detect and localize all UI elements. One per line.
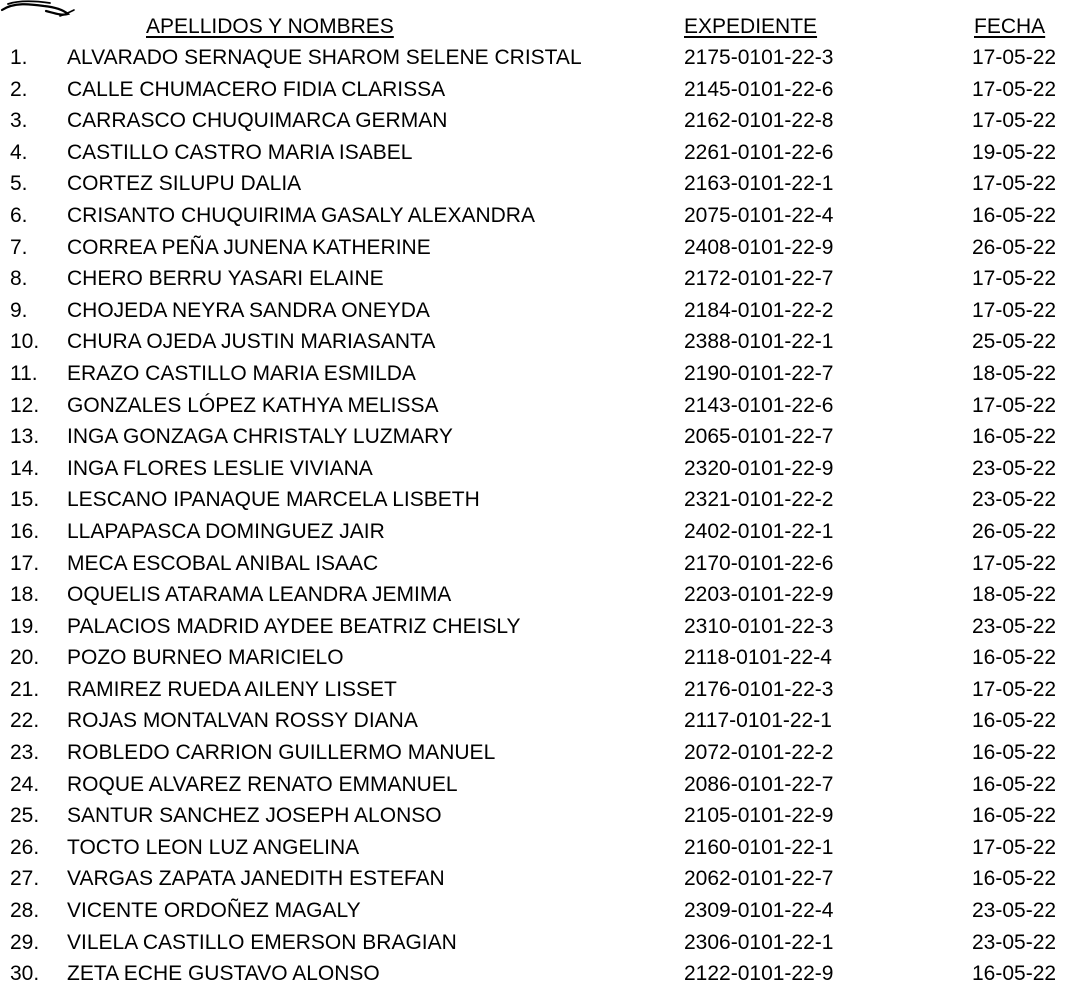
row-fecha: 17-05-22 [972, 551, 1057, 575]
list-item [0, 358, 1072, 390]
header-expediente: EXPEDIENTE [684, 15, 818, 38]
row-name: CARRASCO CHUQUIMARCA GERMAN [67, 109, 448, 133]
row-fecha: 17-05-22 [972, 298, 1057, 322]
row-name: CHERO BERRU YASARI ELAINE [67, 267, 384, 291]
row-expediente: 2143-0101-22-6 [684, 393, 834, 417]
row-number: 2. [10, 77, 28, 101]
row-expediente: 2388-0101-22-1 [684, 330, 834, 354]
list-item [0, 769, 1072, 801]
list-item [0, 168, 1072, 200]
row-fecha: 16-05-22 [972, 203, 1057, 227]
row-fecha: 16-05-22 [972, 709, 1057, 733]
list-item [0, 863, 1072, 895]
row-name: ZETA ECHE GUSTAVO ALONSO [67, 962, 380, 986]
row-number: 20. [10, 646, 40, 670]
list-item [0, 390, 1072, 422]
row-name: POZO BURNEO MARICIELO [67, 646, 344, 670]
row-number: 8. [10, 267, 28, 291]
list-item [0, 105, 1072, 137]
row-expediente: 2086-0101-22-7 [684, 772, 834, 796]
row-number: 6. [10, 203, 28, 227]
list-item [0, 927, 1072, 959]
row-fecha: 23-05-22 [972, 488, 1057, 512]
row-expediente: 2203-0101-22-9 [684, 583, 834, 607]
row-fecha: 17-05-22 [972, 109, 1057, 133]
list-item [0, 453, 1072, 485]
row-expediente: 2310-0101-22-3 [684, 614, 834, 638]
row-number: 7. [10, 235, 28, 259]
row-name: RAMIREZ RUEDA AILENY LISSET [67, 677, 397, 701]
student-list [0, 42, 1072, 990]
list-item [0, 516, 1072, 548]
row-name: VARGAS ZAPATA JANEDITH ESTEFAN [67, 867, 445, 891]
row-number: 14. [10, 456, 40, 480]
row-number: 21. [10, 677, 40, 701]
row-name: MECA ESCOBAL ANIBAL ISAAC [67, 551, 379, 575]
list-item [0, 800, 1072, 832]
row-fecha: 26-05-22 [972, 235, 1057, 259]
row-fecha: 16-05-22 [972, 962, 1057, 986]
row-number: 5. [10, 172, 28, 196]
list-item [0, 642, 1072, 674]
table-header [0, 14, 1072, 40]
header-fecha: FECHA [974, 15, 1046, 38]
row-expediente: 2162-0101-22-8 [684, 109, 834, 133]
row-number: 15. [10, 488, 40, 512]
row-fecha: 16-05-22 [972, 867, 1057, 891]
list-item [0, 200, 1072, 232]
row-name: INGA FLORES LESLIE VIVIANA [67, 456, 373, 480]
row-fecha: 19-05-22 [972, 140, 1057, 164]
row-name: GONZALES LÓPEZ KATHYA MELISSA [67, 393, 439, 417]
row-expediente: 2408-0101-22-9 [684, 235, 834, 259]
row-fecha: 17-05-22 [972, 172, 1057, 196]
list-item [0, 737, 1072, 769]
row-expediente: 2163-0101-22-1 [684, 172, 834, 196]
row-number: 22. [10, 709, 40, 733]
row-fecha: 17-05-22 [972, 267, 1057, 291]
row-fecha: 17-05-22 [972, 677, 1057, 701]
row-fecha: 16-05-22 [972, 741, 1057, 765]
row-number: 10. [10, 330, 40, 354]
row-name: VICENTE ORDOÑEZ MAGALY [67, 899, 361, 923]
row-expediente: 2306-0101-22-1 [684, 930, 834, 954]
row-number: 24. [10, 772, 40, 796]
header-apellidos-y-nombres: APELLIDOS Y NOMBRES [146, 15, 394, 38]
row-number: 13. [10, 425, 40, 449]
row-number: 27. [10, 867, 40, 891]
row-fecha: 23-05-22 [972, 456, 1057, 480]
row-fecha: 16-05-22 [972, 425, 1057, 449]
list-item [0, 958, 1072, 990]
row-expediente: 2122-0101-22-9 [684, 962, 834, 986]
row-expediente: 2072-0101-22-2 [684, 741, 834, 765]
row-number: 11. [10, 361, 38, 385]
row-number: 30. [10, 962, 40, 986]
row-name: ROBLEDO CARRION GUILLERMO MANUEL [67, 741, 496, 765]
row-number: 17. [10, 551, 40, 575]
row-expediente: 2075-0101-22-4 [684, 203, 834, 227]
row-expediente: 2320-0101-22-9 [684, 456, 834, 480]
row-number: 29. [10, 930, 40, 954]
row-fecha: 23-05-22 [972, 930, 1057, 954]
row-number: 3. [10, 109, 28, 133]
list-item [0, 137, 1072, 169]
row-name: CORTEZ SILUPU DALIA [67, 172, 302, 196]
list-item [0, 484, 1072, 516]
row-number: 4. [10, 140, 28, 164]
row-expediente: 2105-0101-22-9 [684, 804, 834, 828]
row-expediente: 2170-0101-22-6 [684, 551, 834, 575]
row-fecha: 17-05-22 [972, 393, 1057, 417]
row-number: 25. [10, 804, 40, 828]
list-item [0, 232, 1072, 264]
row-number: 28. [10, 899, 40, 923]
row-fecha: 18-05-22 [972, 583, 1057, 607]
row-fecha: 17-05-22 [972, 835, 1057, 859]
row-name: CRISANTO CHUQUIRIMA GASALY ALEXANDRA [67, 203, 535, 227]
row-fecha: 23-05-22 [972, 614, 1057, 638]
row-number: 1. [10, 46, 28, 69]
row-fecha: 18-05-22 [972, 361, 1057, 385]
row-expediente: 2145-0101-22-6 [684, 77, 834, 101]
list-item [0, 548, 1072, 580]
list-item [0, 263, 1072, 295]
row-expediente: 2175-0101-22-3 [684, 46, 834, 69]
list-item [0, 295, 1072, 327]
row-name: CORREA PEÑA JUNENA KATHERINE [67, 235, 431, 259]
row-expediente: 2117-0101-22-1 [684, 709, 832, 733]
row-name: INGA GONZAGA CHRISTALY LUZMARY [67, 425, 453, 449]
row-fecha: 17-05-22 [972, 46, 1057, 69]
row-number: 18. [10, 583, 40, 607]
row-fecha: 17-05-22 [972, 77, 1057, 101]
row-number: 16. [10, 519, 40, 543]
list-item [0, 579, 1072, 611]
row-expediente: 2176-0101-22-3 [684, 677, 834, 701]
row-number: 23. [10, 741, 40, 765]
row-name: TOCTO LEON LUZ ANGELINA [67, 835, 360, 859]
row-name: VILELA CASTILLO EMERSON BRAGIAN [67, 930, 457, 954]
list-item [0, 42, 1072, 74]
row-name: CALLE CHUMACERO FIDIA CLARISSA [67, 77, 446, 101]
list-item [0, 895, 1072, 927]
row-name: CHURA OJEDA JUSTIN MARIASANTA [67, 330, 436, 354]
row-expediente: 2062-0101-22-7 [684, 867, 834, 891]
row-fecha: 16-05-22 [972, 772, 1057, 796]
row-expediente: 2118-0101-22-4 [684, 646, 832, 670]
row-name: ERAZO CASTILLO MARIA ESMILDA [67, 361, 416, 385]
row-expediente: 2309-0101-22-4 [684, 899, 834, 923]
row-expediente: 2065-0101-22-7 [684, 425, 834, 449]
row-fecha: 23-05-22 [972, 899, 1057, 923]
row-fecha: 16-05-22 [972, 804, 1057, 828]
row-name: PALACIOS MADRID AYDEE BEATRIZ CHEISLY [67, 614, 521, 638]
row-expediente: 2190-0101-22-7 [684, 361, 834, 385]
row-fecha: 25-05-22 [972, 330, 1057, 354]
row-name: ALVARADO SERNAQUE SHAROM SELENE CRISTAL [67, 46, 582, 69]
row-fecha: 26-05-22 [972, 519, 1057, 543]
row-expediente: 2261-0101-22-6 [684, 140, 834, 164]
list-item [0, 832, 1072, 864]
row-expediente: 2321-0101-22-2 [684, 488, 834, 512]
row-name: CHOJEDA NEYRA SANDRA ONEYDA [67, 298, 430, 322]
list-item [0, 326, 1072, 358]
row-name: ROQUE ALVAREZ RENATO EMMANUEL [67, 772, 458, 796]
row-number: 12. [10, 393, 40, 417]
row-fecha: 16-05-22 [972, 646, 1057, 670]
row-expediente: 2402-0101-22-1 [684, 519, 834, 543]
row-number: 19. [10, 614, 40, 638]
list-item [0, 674, 1072, 706]
row-name: LESCANO IPANAQUE MARCELA LISBETH [67, 488, 480, 512]
row-name: CASTILLO CASTRO MARIA ISABEL [67, 140, 413, 164]
list-item [0, 74, 1072, 106]
row-name: ROJAS MONTALVAN ROSSY DIANA [67, 709, 418, 733]
row-expediente: 2184-0101-22-2 [684, 298, 834, 322]
row-expediente: 2172-0101-22-7 [684, 267, 834, 291]
row-name: OQUELIS ATARAMA LEANDRA JEMIMA [67, 583, 452, 607]
list-item [0, 705, 1072, 737]
row-name: LLAPAPASCA DOMINGUEZ JAIR [67, 519, 385, 543]
row-number: 26. [10, 835, 40, 859]
row-expediente: 2160-0101-22-1 [684, 835, 834, 859]
list-item [0, 611, 1072, 643]
list-item [0, 421, 1072, 453]
row-name: SANTUR SANCHEZ JOSEPH ALONSO [67, 804, 442, 828]
row-number: 9. [10, 298, 28, 322]
